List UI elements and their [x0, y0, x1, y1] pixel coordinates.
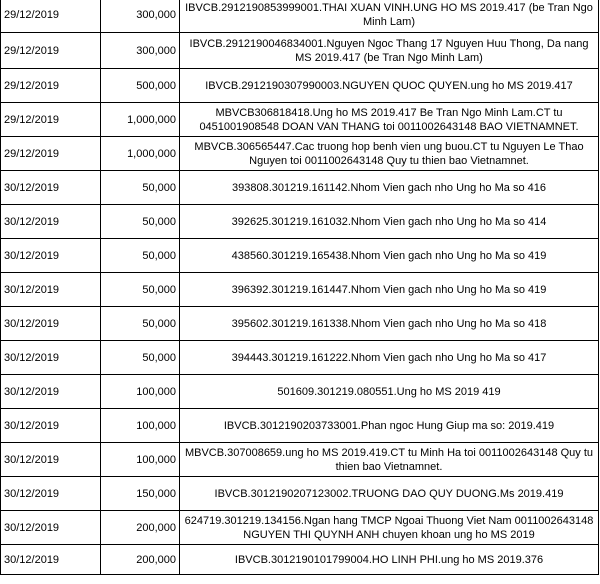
- description-cell: 501609.301219.080551.Ung ho MS 2019 419: [180, 375, 599, 409]
- amount-cell: 300,000: [101, 33, 180, 69]
- date-cell: 30/12/2019: [1, 511, 101, 545]
- description-cell: MBVCB.306565447.Cac truong hop benh vien ung buou.CT tu Nguyen Le Thao Nguyen toi 0011002643148 Quy tu thien bao Vietnamnet.: [180, 137, 599, 171]
- date-cell: 30/12/2019: [1, 409, 101, 443]
- table-row: [1, 273, 599, 307]
- amount-cell: 50,000: [101, 307, 180, 341]
- description-cell: IBVCB.2912190853999001.THAI XUAN VINH.UNG HO MS 2019.417 (be Tran Ngo Minh Lam): [180, 0, 599, 33]
- amount-cell: 1,000,000: [101, 137, 180, 171]
- table-row: [1, 69, 599, 103]
- table-row: [1, 137, 599, 171]
- amount-cell: 150,000: [101, 477, 180, 511]
- description-cell: 396392.301219.161447.Nhom Vien gach nho Ung ho Ma so 419: [180, 273, 599, 307]
- date-cell: 30/12/2019: [1, 375, 101, 409]
- date-cell: 30/12/2019: [1, 239, 101, 273]
- table-row: [1, 171, 599, 205]
- description-cell: 438560.301219.165438.Nhom Vien gach nho Ung ho Ma so 419: [180, 239, 599, 273]
- description-cell: IBVCB.2912190046834001.Nguyen Ngoc Thang 17 Nguyen Huu Thong, Da nang MS 2019.417 (be Tran Ngo Minh Lam): [180, 33, 599, 69]
- description-cell: 394443.301219.161222.Nhom Vien gach nho Ung ho Ma so 417: [180, 341, 599, 375]
- date-cell: 29/12/2019: [1, 69, 101, 103]
- description-cell: 395602.301219.161338.Nhom Vien gach nho Ung ho Ma so 418: [180, 307, 599, 341]
- date-cell: 30/12/2019: [1, 205, 101, 239]
- date-cell: 30/12/2019: [1, 443, 101, 477]
- table-row: [1, 375, 599, 409]
- date-cell: 29/12/2019: [1, 103, 101, 137]
- amount-cell: 200,000: [101, 545, 180, 575]
- date-cell: 29/12/2019: [1, 33, 101, 69]
- table-row: [1, 0, 599, 33]
- amount-cell: 300,000: [101, 0, 180, 33]
- table-row: [1, 205, 599, 239]
- description-cell: IBVCB.3012190203733001.Phan ngoc Hung Giup ma so: 2019.419: [180, 409, 599, 443]
- table-row: [1, 341, 599, 375]
- description-cell: 393808.301219.161142.Nhom Vien gach nho Ung ho Ma so 416: [180, 171, 599, 205]
- table-row: [1, 103, 599, 137]
- amount-cell: 50,000: [101, 239, 180, 273]
- description-cell: MBVCB306818418.Ung ho MS 2019.417 Be Tran Ngo Minh Lam.CT tu 0451001908548 DOAN VAN THANG toi 0011002643148 BAO VIETNAMNET.: [180, 103, 599, 137]
- date-cell: 30/12/2019: [1, 477, 101, 511]
- amount-cell: 50,000: [101, 341, 180, 375]
- table-row: [1, 443, 599, 477]
- description-cell: 392625.301219.161032.Nhom Vien gach nho Ung ho Ma so 414: [180, 205, 599, 239]
- table-row: [1, 477, 599, 511]
- description-cell: 624719.301219.134156.Ngan hang TMCP Ngoai Thuong Viet Nam 0011002643148 NGUYEN THI QUYNH ANH chuyen khoan ung ho MS 2019: [180, 511, 599, 545]
- amount-cell: 100,000: [101, 443, 180, 477]
- date-cell: 30/12/2019: [1, 307, 101, 341]
- table-row: [1, 409, 599, 443]
- amount-cell: 500,000: [101, 69, 180, 103]
- date-cell: 29/12/2019: [1, 137, 101, 171]
- description-cell: IBVCB.3012190207123002.TRUONG DAO QUY DUONG.Ms 2019.419: [180, 477, 599, 511]
- table-row: [1, 511, 599, 545]
- description-cell: MBVCB.307008659.ung ho MS 2019.419.CT tu Minh Ha toi 0011002643148 Quy tu thien bao Vietnamnet.: [180, 443, 599, 477]
- table-row: [1, 545, 599, 575]
- description-cell: IBVCB.3012190101799004.HO LINH PHI.ung ho MS 2019.376: [180, 545, 599, 575]
- amount-cell: 100,000: [101, 409, 180, 443]
- description-cell: IBVCB.2912190307990003.NGUYEN QUOC QUYEN.ung ho MS 2019.417: [180, 69, 599, 103]
- amount-cell: 50,000: [101, 205, 180, 239]
- date-cell: 30/12/2019: [1, 545, 101, 575]
- date-cell: 30/12/2019: [1, 171, 101, 205]
- table-row: [1, 239, 599, 273]
- amount-cell: 100,000: [101, 375, 180, 409]
- date-cell: 30/12/2019: [1, 273, 101, 307]
- table-row: [1, 33, 599, 69]
- amount-cell: 50,000: [101, 171, 180, 205]
- amount-cell: 1,000,000: [101, 103, 180, 137]
- amount-cell: 200,000: [101, 511, 180, 545]
- date-cell: 29/12/2019: [1, 0, 101, 33]
- table-row: [1, 307, 599, 341]
- amount-cell: 50,000: [101, 273, 180, 307]
- date-cell: 30/12/2019: [1, 341, 101, 375]
